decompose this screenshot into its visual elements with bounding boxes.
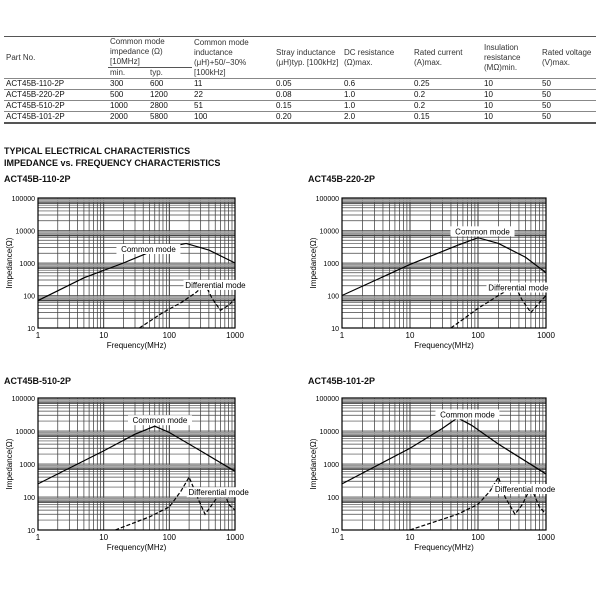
y-tick-label: 100 [327, 495, 339, 502]
table-cell: 50 [540, 101, 596, 112]
x-tick-label: 1000 [226, 533, 244, 542]
table-cell: 0.25 [412, 79, 482, 90]
series-label: Common mode [121, 245, 176, 254]
table-cell: 50 [540, 112, 596, 124]
table-cell: 0.15 [274, 101, 342, 112]
x-tick-label: 10 [99, 331, 109, 340]
header-rated-current: Rated current (A)max. [412, 37, 482, 79]
table-cell: ACT45B-510-2P [4, 101, 108, 112]
y-tick-label: 1000 [323, 261, 339, 268]
table-cell: 0.20 [274, 112, 342, 124]
table-cell: 2.0 [342, 112, 412, 124]
table-cell: 2800 [148, 101, 192, 112]
table-cell: 1000 [108, 101, 148, 112]
series-label: Differential mode [494, 485, 556, 494]
y-tick-label: 100000 [11, 196, 35, 203]
series-label: Differential mode [188, 488, 249, 498]
y-axis-label: Impedance(Ω) [309, 438, 318, 490]
table-cell: 10 [482, 101, 540, 112]
y-tick-label: 100000 [11, 396, 35, 403]
table-cell: 2000 [108, 112, 148, 124]
chart-4 [309, 396, 557, 552]
y-tick-label: 10 [331, 528, 339, 535]
table-cell: 0.08 [274, 90, 342, 101]
header-cm-impedance: Common mode impedance (Ω)[10MHz] [108, 37, 192, 68]
x-tick-label: 1 [35, 331, 41, 340]
table-cell: 600 [148, 79, 192, 90]
y-tick-label: 100 [327, 293, 339, 301]
y-tick-label: 100000 [315, 396, 339, 403]
x-axis-label: Frequency(MHz) [414, 543, 474, 552]
x-tick-label: 1 [339, 533, 345, 542]
y-tick-label: 100000 [315, 196, 339, 203]
chart-title-3: ACT45B-510-2P [4, 376, 72, 386]
chart-1 [5, 196, 247, 350]
table-cell: 0.2 [412, 90, 482, 101]
x-tick-label: 10 [99, 533, 109, 542]
header-insulation: Insulation resistance (MΩ)min. [482, 37, 540, 79]
table-cell: 300 [108, 79, 148, 90]
y-tick-label: 10000 [319, 228, 339, 236]
x-axis-label: Frequency(MHz) [106, 341, 167, 350]
x-tick-label: 100 [471, 533, 485, 542]
table-cell: 11 [192, 79, 274, 90]
header-min: min. [108, 68, 148, 79]
series-label: Common mode [455, 227, 510, 237]
x-tick-label: 100 [162, 331, 177, 340]
x-tick-label: 100 [162, 533, 177, 542]
x-tick-label: 10 [405, 533, 415, 542]
table-cell: 51 [192, 101, 274, 112]
y-axis-label: Impedance(Ω) [309, 237, 318, 289]
header-part-no: Part No. [4, 37, 108, 79]
x-tick-label: 100 [471, 331, 485, 340]
x-tick-label: 1 [35, 533, 41, 542]
chart-2 [309, 196, 555, 350]
y-tick-label: 1000 [19, 261, 35, 268]
series-label: Differential mode [185, 280, 246, 290]
header-rated-voltage: Rated voltage (V)max. [540, 37, 596, 79]
x-tick-label: 1000 [537, 533, 555, 542]
series-label: Differential mode [488, 283, 549, 293]
table-cell: 10 [482, 90, 540, 101]
x-axis-label: Frequency(MHz) [414, 341, 474, 350]
table-cell: 0.2 [412, 101, 482, 112]
y-axis-label: Impedance(Ω) [5, 438, 14, 490]
header-stray-inductance: Stray inductance (μH)typ. [100kHz] [274, 37, 342, 79]
table-cell: 1200 [148, 90, 192, 101]
table-cell: ACT45B-101-2P [4, 112, 108, 124]
header-dc-resistance: DC resistance (Ω)max. [342, 37, 412, 79]
y-tick-label: 10000 [15, 429, 35, 436]
y-tick-label: 10000 [15, 228, 35, 236]
table-cell: 0.05 [274, 79, 342, 90]
table-cell: 50 [540, 90, 596, 101]
table-cell: 1.0 [342, 101, 412, 112]
x-tick-label: 1000 [537, 331, 555, 340]
table-cell: 10 [482, 79, 540, 90]
y-tick-label: 100 [23, 495, 35, 502]
y-tick-label: 1000 [19, 462, 35, 469]
differential-mode-line [115, 477, 235, 530]
table-cell: 5800 [148, 112, 192, 124]
x-tick-label: 10 [405, 331, 415, 340]
section-subheading: IMPEDANCE vs. FREQUENCY CHARACTERISTICS [4, 158, 221, 168]
y-tick-label: 10 [331, 326, 339, 333]
table-cell: 1.0 [342, 90, 412, 101]
table-cell: 0.15 [412, 112, 482, 124]
x-tick-label: 1000 [226, 331, 244, 340]
header-cm-inductance: Common mode inductance (μH)+50/−30% [100kHz] [192, 37, 274, 79]
y-tick-label: 1000 [323, 462, 339, 469]
series-label: Common mode [132, 416, 188, 426]
series-label: Common mode [440, 410, 495, 420]
table-cell: 500 [108, 90, 148, 101]
y-tick-label: 10 [27, 326, 35, 333]
table-cell: 100 [192, 112, 274, 124]
table-cell: 50 [540, 79, 596, 90]
chart-title-2: ACT45B-220-2P [308, 174, 376, 184]
y-tick-label: 100 [23, 293, 35, 301]
y-axis-label: Impedance(Ω) [5, 237, 14, 289]
table-cell: ACT45B-220-2P [4, 90, 108, 101]
x-tick-label: 1 [339, 331, 345, 340]
header-typ: typ. [148, 68, 192, 79]
chart-3 [5, 396, 251, 552]
chart-title-1: ACT45B-110-2P [4, 174, 71, 184]
chart-title-4: ACT45B-101-2P [308, 376, 376, 386]
x-axis-label: Frequency(MHz) [106, 543, 167, 552]
table-cell: 10 [482, 112, 540, 124]
table-cell: 0.6 [342, 79, 412, 90]
table-cell: ACT45B-110-2P [4, 79, 108, 90]
table-cell: 22 [192, 90, 274, 101]
y-tick-label: 10 [27, 528, 35, 535]
y-tick-label: 10000 [319, 429, 339, 436]
section-heading: TYPICAL ELECTRICAL CHARACTERISTICS [4, 146, 191, 156]
